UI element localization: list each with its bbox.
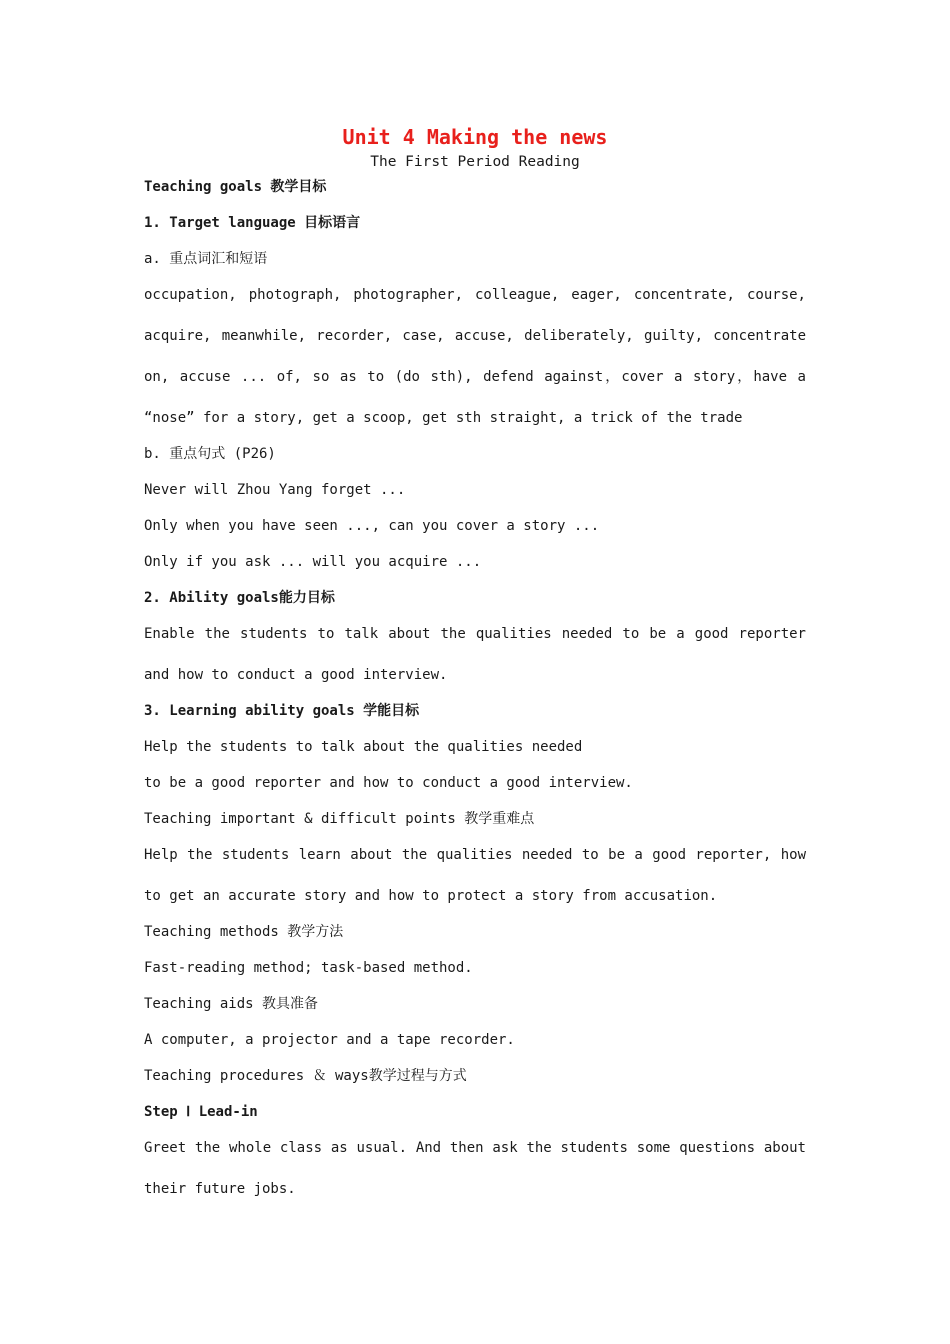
- document-subtitle: The First Period Reading: [370, 154, 580, 170]
- vocabulary-line-2: acquire, meanwhile, recorder, case, accuse, deliberately, guilty, concentrate: [144, 328, 806, 344]
- sentence-pattern-1: Never will Zhou Yang forget ...: [144, 482, 406, 498]
- heading-ability-goals: 2. Ability goals能力目标: [144, 590, 335, 606]
- teaching-aids-text: A computer, a projector and a tape recorder.: [144, 1032, 515, 1048]
- subheading-sentence-patterns: b. 重点句式 (P26): [144, 446, 276, 462]
- vocabulary-line-3: on, accuse ... of, so as to (do sth), defend against，cover a story，have a: [144, 369, 806, 385]
- learning-goals-line-1: Help the students to talk about the qualities needed: [144, 739, 583, 755]
- sentence-pattern-2: Only when you have seen ..., can you cover a story ...: [144, 518, 600, 534]
- heading-teaching-aids: Teaching aids 教具准备: [144, 996, 319, 1012]
- subheading-vocabulary: a. 重点词汇和短语: [144, 251, 268, 267]
- heading-learning-ability-goals: 3. Learning ability goals 学能目标: [144, 703, 420, 719]
- ability-goals-line-2: and how to conduct a good interview.: [144, 667, 448, 683]
- heading-step-1: Step Ⅰ Lead-in: [144, 1104, 258, 1120]
- document-title: Unit 4 Making the news: [342, 125, 608, 149]
- heading-teaching-methods: Teaching methods 教学方法: [144, 924, 344, 940]
- learning-goals-line-2: to be a good reporter and how to conduct a good interview.: [144, 775, 633, 791]
- vocabulary-line-4: “nose” for a story, get a scoop, get sth straight, a trick of the trade: [144, 410, 743, 426]
- step-1-line-1: Greet the whole class as usual. And then ask the students some questions about: [144, 1140, 806, 1156]
- heading-teaching-goals: Teaching goals 教学目标: [144, 179, 327, 195]
- important-points-line-1: Help the students learn about the qualities needed to be a good reporter, how: [144, 847, 806, 863]
- heading-target-language: 1. Target language 目标语言: [144, 215, 361, 231]
- heading-important-points: Teaching important & difficult points 教学重难点: [144, 811, 535, 827]
- teaching-methods-text: Fast-reading method; task-based method.: [144, 960, 473, 976]
- step-1-line-2: their future jobs.: [144, 1181, 296, 1197]
- vocabulary-line-1: occupation, photograph, photographer, colleague, eager, concentrate, course,: [144, 287, 806, 303]
- important-points-line-2: to get an accurate story and how to protect a story from accusation.: [144, 888, 718, 904]
- ability-goals-line-1: Enable the students to talk about the qualities needed to be a good reporter: [144, 626, 806, 642]
- heading-teaching-procedures: Teaching procedures ＆ ways教学过程与方式: [144, 1068, 467, 1084]
- sentence-pattern-3: Only if you ask ... will you acquire ...: [144, 554, 482, 570]
